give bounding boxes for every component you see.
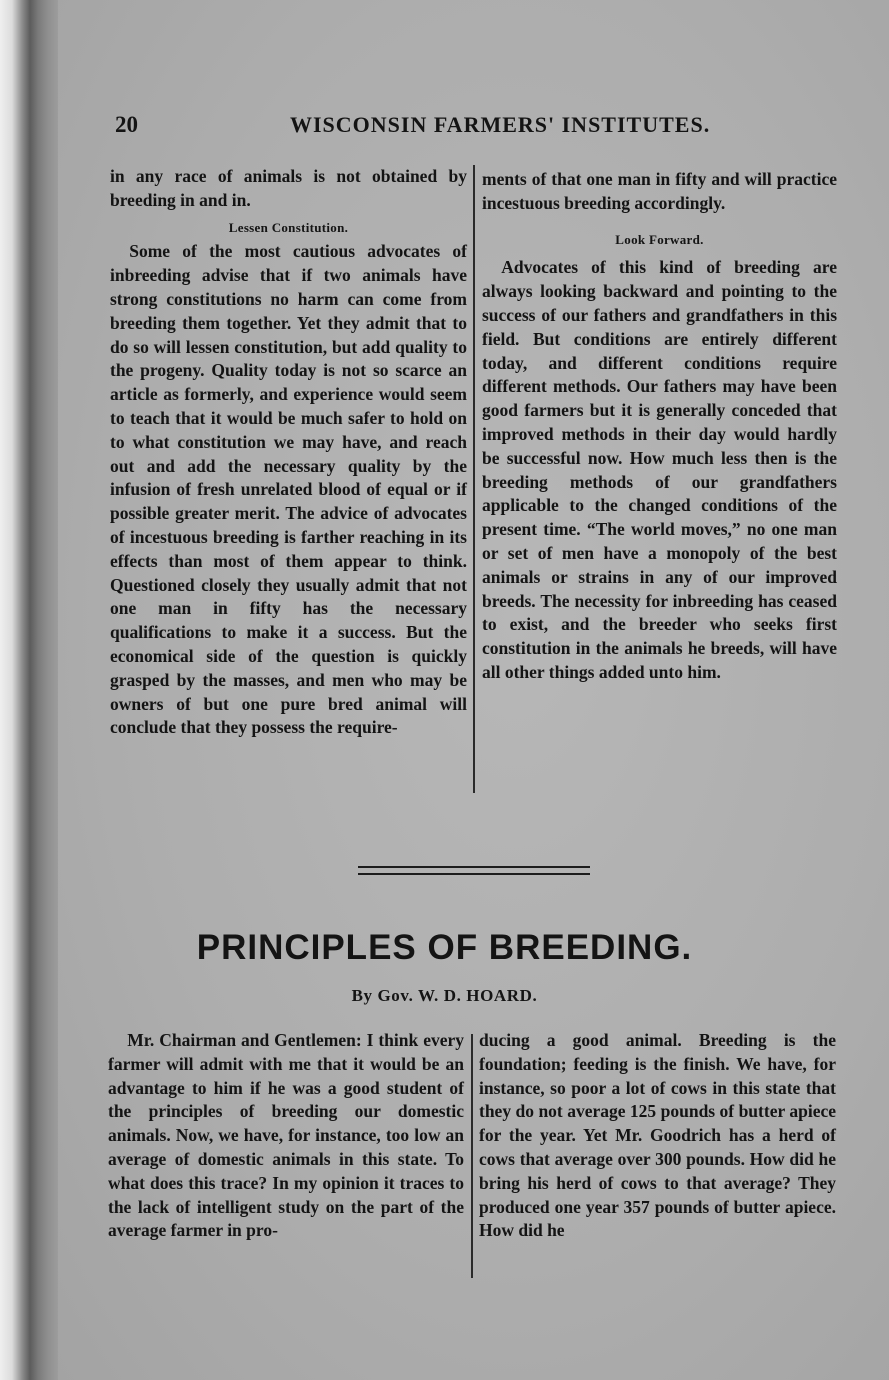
- paragraph: Some of the most cautious advocates of inbreeding advise that if two animals have strong constitutions no harm can come from breeding them together. Yet they admit that to do so will lessen constitution, but add quality to the progeny. Quality today is not so scarce an article as formerly, and experience would seem to teach that it would be much safer to hold on to what constitution we may have, and reach out and add the necessary quality by the infusion of fresh unrelated blood of equal or if possible greater merit. The advice of advocates of incestuous breeding is farther reaching in its effects than most of them appear to think. Questioned closely they usually admit that not one man in fifty has the necessary qualifications to make it a success. But the economical side of the question is quickly grasped by the masses, and men who may be owners of but one pure bred animal will conclude that they possess the require-: [110, 241, 467, 738]
- column-divider: [473, 165, 475, 793]
- section-subheading: Lessen Constitution.: [228, 219, 349, 235]
- paragraph: ments of that one man in fifty and will practice incestuous breeding accordingly.: [482, 169, 837, 213]
- page-number: 20: [115, 112, 138, 137]
- section-divider-double-rule: [358, 866, 590, 880]
- column-divider: [471, 1034, 473, 1278]
- previous-article-column-right: [482, 168, 837, 685]
- article-column-left: [108, 1029, 464, 1243]
- paragraph: Advocates of this kind of breeding are always looking backward and pointing to the success of our fathers and grandfathers in this field. But conditions are entirely different today, and different conditions require different methods. Our fathers may have been good farmers but it is generally conceded that improved methods in their day would hardly be successful now. How much less then is the breeding methods of our grandfathers applicable to the changed conditions of the present time. “The world moves,” no one man or set of men have a monopoly of the best animals or strains in any of our improved breeds. The necessity for inbreeding has ceased to exist, and the breeder who seeks first constitution in the animals he breeds, will have all other things added unto him.: [482, 257, 837, 682]
- running-head: [115, 112, 835, 142]
- paragraph: Mr. Chairman and Gentlemen: I think every farmer will admit with me that it would be an advantage to him if he was a good student of the principles of breeding our domestic animals. Now, we have, for instance, too low an average of domestic animals in this state. To what does this trace? In my opinion it traces to the lack of intelligent study on the part of the average farmer in pro-: [108, 1030, 464, 1241]
- article-column-right: [479, 1029, 836, 1243]
- article-byline: By Gov. W. D. HOARD.: [351, 986, 538, 1005]
- section-subheading: Look Forward.: [615, 231, 704, 247]
- paragraph: ducing a good animal. Breeding is the foundation; feeding is the finish. We have, for instance, so poor a lot of cows in this state that they do not average 125 pounds of butter apiece for the year. Yet Mr. Goodrich has a herd of cows that average over 300 pounds. How did he bring his herd of cows to that average? They produced one year 357 pounds of butter apiece. How did he: [479, 1030, 836, 1241]
- running-title: WISCONSIN FARMERS' INSTITUTES.: [290, 112, 711, 137]
- article-title: PRINCIPLES OF BREEDING.: [196, 928, 693, 967]
- paragraph: in any race of animals is not obtained by breeding in and in.: [110, 166, 467, 210]
- book-binding-edge: [0, 0, 58, 1380]
- previous-article-column-left: [110, 165, 467, 740]
